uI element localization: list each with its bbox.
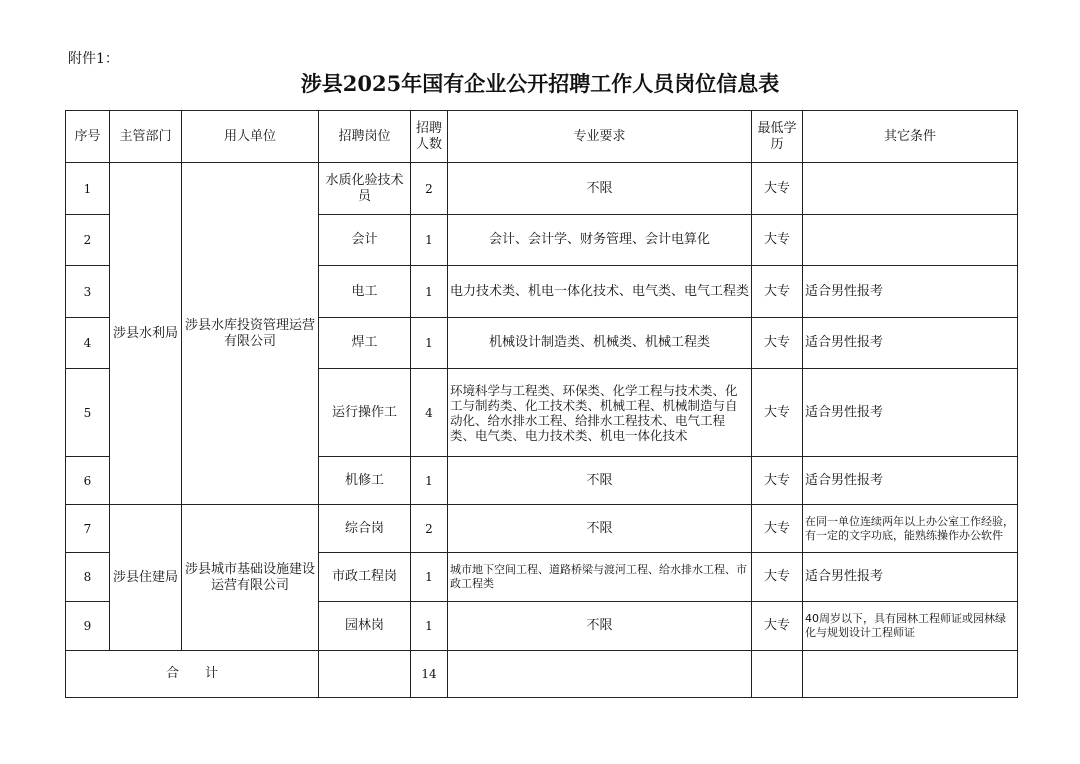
header-position: 招聘岗位 (319, 111, 411, 163)
row-count: 1 (411, 457, 448, 505)
row-count: 2 (411, 505, 448, 553)
row-position: 市政工程岗 (319, 553, 411, 602)
header-dept: 主管部门 (110, 111, 182, 163)
row-seq: 6 (66, 457, 110, 505)
document-title: 涉县2025年国有企业公开招聘工作人员岗位信息表 (300, 71, 780, 96)
recruitment-table (65, 110, 1018, 698)
table-row (66, 505, 1018, 553)
total-label: 合 计 (66, 651, 319, 698)
row-position: 电工 (319, 266, 411, 318)
row-count: 1 (411, 266, 448, 318)
row-seq: 8 (66, 553, 110, 602)
row-position: 机修工 (319, 457, 411, 505)
row-position: 会计 (319, 215, 411, 266)
row-position: 焊工 (319, 318, 411, 369)
row-edu: 大专 (752, 505, 803, 553)
header-major: 专业要求 (448, 111, 752, 163)
header-count: 招聘人数 (411, 111, 448, 163)
row-position: 运行操作工 (319, 369, 411, 457)
total-empty-position (319, 651, 411, 698)
row-seq: 4 (66, 318, 110, 369)
row-major: 城市地下空间工程、道路桥梁与渡河工程、给水排水工程、市政工程类 (448, 553, 752, 602)
row-count: 1 (411, 215, 448, 266)
row-seq: 1 (66, 163, 110, 215)
row-major: 会计、会计学、财务管理、会计电算化 (448, 215, 752, 266)
row-major: 不限 (448, 457, 752, 505)
dept-cell: 涉县住建局 (110, 505, 182, 651)
row-other: 适合男性报考 (803, 553, 1018, 602)
row-position: 水质化验技术员 (319, 163, 411, 215)
row-edu: 大专 (752, 163, 803, 215)
row-edu: 大专 (752, 602, 803, 651)
row-edu: 大专 (752, 553, 803, 602)
row-edu: 大专 (752, 457, 803, 505)
row-major: 机械设计制造类、机械类、机械工程类 (448, 318, 752, 369)
header-other: 其它条件 (803, 111, 1018, 163)
row-count: 1 (411, 318, 448, 369)
header-seq: 序号 (66, 111, 110, 163)
row-other (803, 163, 1018, 215)
row-major: 环境科学与工程类、环保类、化学工程与技术类、化工与制药类、化工技术类、机械工程、机械制造与自动化、给水排水工程、给排水工程技术、电气工程类、电气类、电力技术类、机电一体化技术 (448, 369, 752, 457)
row-count: 1 (411, 602, 448, 651)
row-edu: 大专 (752, 369, 803, 457)
row-seq: 2 (66, 215, 110, 266)
total-empty-edu (752, 651, 803, 698)
row-other (803, 215, 1018, 266)
table-row (66, 163, 1018, 215)
total-row (66, 651, 1018, 698)
row-seq: 3 (66, 266, 110, 318)
row-other: 适合男性报考 (803, 266, 1018, 318)
row-other: 适合男性报考 (803, 457, 1018, 505)
row-seq: 7 (66, 505, 110, 553)
row-position: 综合岗 (319, 505, 411, 553)
row-other: 适合男性报考 (803, 369, 1018, 457)
total-empty-other (803, 651, 1018, 698)
row-other: 40周岁以下，具有园林工程师证或园林绿化与规划设计工程师证 (803, 602, 1018, 651)
row-major: 不限 (448, 602, 752, 651)
row-major: 不限 (448, 163, 752, 215)
row-other: 适合男性报考 (803, 318, 1018, 369)
total-count: 14 (411, 651, 448, 698)
row-edu: 大专 (752, 318, 803, 369)
employer-cell: 涉县城市基础设施建设运营有限公司 (182, 505, 319, 651)
row-seq: 5 (66, 369, 110, 457)
attachment-label: 附件1： (68, 51, 119, 67)
row-major: 不限 (448, 505, 752, 553)
row-count: 4 (411, 369, 448, 457)
row-major: 电力技术类、机电一体化技术、电气类、电气工程类 (448, 266, 752, 318)
row-position: 园林岗 (319, 602, 411, 651)
header-row (66, 111, 1018, 163)
row-edu: 大专 (752, 215, 803, 266)
row-count: 2 (411, 163, 448, 215)
row-other: 在同一单位连续两年以上办公室工作经验，有一定的文字功底，能熟练操作办公软件 (803, 505, 1018, 553)
employer-cell: 涉县水库投资管理运营有限公司 (182, 163, 319, 505)
row-seq: 9 (66, 602, 110, 651)
dept-cell: 涉县水利局 (110, 163, 182, 505)
header-edu: 最低学历 (752, 111, 803, 163)
header-employer: 用人单位 (182, 111, 319, 163)
row-edu: 大专 (752, 266, 803, 318)
total-empty-major (448, 651, 752, 698)
row-count: 1 (411, 553, 448, 602)
